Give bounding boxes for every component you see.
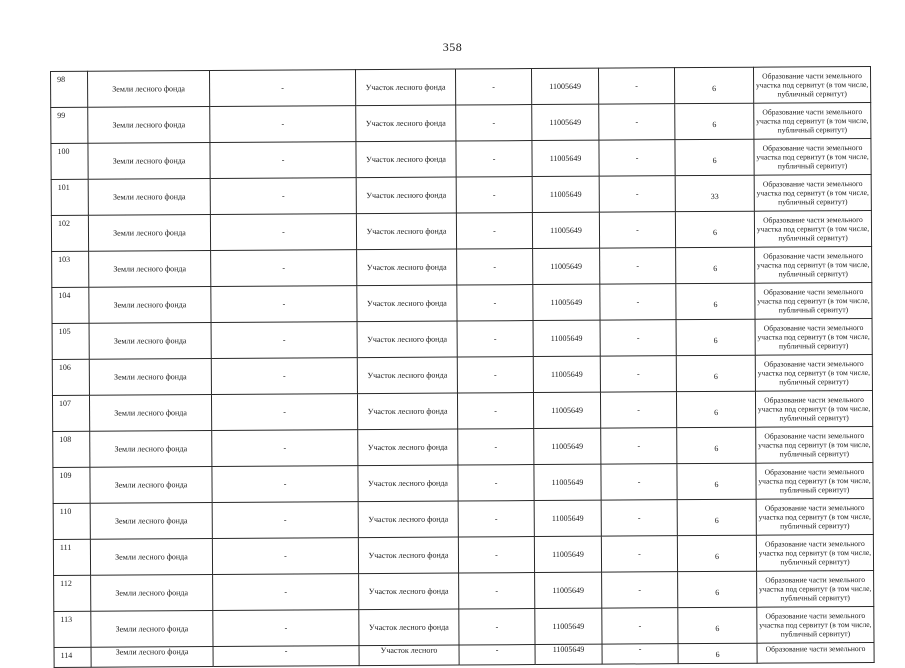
parcel-type: Участок лесного фонда (356, 141, 456, 178)
empty-cell: - (210, 106, 356, 143)
land-category: Земли лесного фонда (91, 611, 213, 648)
land-category: Земли лесного фонда (89, 359, 211, 396)
area-value: 6 (676, 319, 755, 355)
table-row (52, 246, 872, 287)
purpose-text: Образование части земельного участка под сервитут (в том числе, публичный сервитут) (754, 210, 871, 247)
land-category: Земли лесного фонда (90, 431, 212, 468)
parcel-type: Участок лесного фонда (356, 213, 456, 250)
table-row (51, 66, 871, 107)
cadastral-code: 11005649 (531, 68, 598, 104)
empty-cell: - (459, 573, 535, 609)
parcel-type: Участок лесного фонда (356, 105, 456, 142)
cadastral-code: 11005649 (533, 248, 600, 284)
table-row (52, 282, 872, 323)
table-row (53, 426, 873, 467)
parcel-type: Участок лесного фонда (357, 321, 457, 358)
land-category: Земли лесного фонда (88, 107, 210, 144)
empty-cell: - (210, 142, 356, 179)
empty-cell: - (457, 285, 533, 321)
land-category: Земли лесного фонда (88, 71, 210, 108)
row-number: 111 (53, 539, 90, 575)
empty-cell: - (455, 69, 531, 105)
land-category: Земли лесного фонда (91, 647, 213, 668)
empty-cell: - (456, 105, 532, 141)
empty-cell: - (601, 464, 677, 500)
table-row (52, 318, 872, 359)
table-row (54, 606, 874, 647)
purpose-text: Образование части земельного участка под сервитут (в том числе, публичный сервитут) (755, 246, 872, 283)
table-row (52, 354, 872, 395)
area-value: 6 (677, 499, 756, 535)
empty-cell: - (213, 646, 359, 667)
parcel-type: Участок лесного фонда (355, 69, 455, 106)
parcel-table-wrapper (50, 66, 875, 668)
area-value: 6 (675, 103, 754, 139)
empty-cell: - (599, 212, 675, 248)
empty-cell: - (211, 394, 357, 431)
empty-cell: - (211, 358, 357, 395)
cadastral-code: 11005649 (532, 140, 599, 176)
land-category: Земли лесного фонда (90, 539, 212, 576)
parcel-type: Участок лесного фонда (358, 501, 458, 538)
purpose-text: Образование части земельного участка под сервитут (в том числе, публичный сервитут) (755, 390, 872, 427)
cadastral-code: 11005649 (533, 284, 600, 320)
row-number: 99 (51, 107, 88, 143)
empty-cell: - (600, 248, 676, 284)
table-row (54, 570, 874, 611)
empty-cell: - (457, 357, 533, 393)
area-value: 6 (677, 463, 756, 499)
empty-cell: - (599, 176, 675, 212)
purpose-text: Образование части земельного участка под сервитут (в том числе, публичный сервитут) (756, 462, 873, 499)
table-row (51, 174, 871, 215)
cadastral-code: 11005649 (535, 572, 602, 608)
purpose-text: Образование части земельного участка под сервитут (в том числе, публичный сервитут) (756, 498, 873, 535)
cadastral-code: 11005649 (534, 536, 601, 572)
cadastral-code: 11005649 (532, 176, 599, 212)
table-row (54, 642, 874, 667)
table-body (51, 66, 875, 667)
row-number: 106 (52, 359, 89, 395)
empty-cell: - (459, 609, 535, 645)
row-number: 110 (53, 503, 90, 539)
cadastral-code: 11005649 (535, 644, 602, 664)
empty-cell: - (600, 320, 676, 356)
empty-cell: - (599, 140, 675, 176)
purpose-text: Образование части земельного участка под сервитут (в том числе, публичный сервитут) (756, 426, 873, 463)
empty-cell: - (210, 214, 356, 251)
empty-cell: - (212, 538, 358, 575)
area-value: 6 (676, 283, 755, 319)
area-value: 6 (677, 535, 756, 571)
empty-cell: - (456, 213, 532, 249)
cadastral-code: 11005649 (532, 104, 599, 140)
empty-cell: - (459, 645, 535, 665)
row-number: 109 (53, 467, 90, 503)
area-value: 6 (674, 67, 753, 103)
purpose-text: Образование части земельного участка под сервитут (в том числе, публичный сервитут) (754, 102, 871, 139)
table-row (53, 498, 873, 539)
purpose-text: Образование части земельного участка под сервитут (в том числе, публичный сервитут) (756, 534, 873, 571)
land-category: Земли лесного фонда (90, 467, 212, 504)
land-category: Земли лесного фонда (89, 395, 211, 432)
parcel-type: Участок лесного фонда (357, 357, 457, 394)
row-number: 113 (54, 611, 91, 647)
purpose-text: Образование части земельного (757, 642, 874, 663)
area-value: 6 (678, 571, 757, 607)
row-number: 114 (54, 647, 91, 667)
empty-cell: - (601, 500, 677, 536)
page-number: 358 (442, 40, 463, 54)
empty-cell: - (458, 501, 534, 537)
empty-cell: - (458, 465, 534, 501)
empty-cell: - (602, 608, 678, 644)
parcel-type: Участок лесного (359, 645, 459, 666)
cadastral-code: 11005649 (533, 320, 600, 356)
land-category: Земли лесного фонда (88, 143, 210, 180)
area-value: 6 (676, 355, 755, 391)
purpose-text: Образование части земельного участка под сервитут (в том числе, публичный сервитут) (754, 174, 871, 211)
cadastral-code: 11005649 (533, 392, 600, 428)
parcel-type: Участок лесного фонда (358, 429, 458, 466)
empty-cell: - (601, 536, 677, 572)
row-number: 107 (52, 395, 89, 431)
parcel-type: Участок лесного фонда (357, 393, 457, 430)
table-row (53, 462, 873, 503)
parcel-type: Участок лесного фонда (357, 249, 457, 286)
row-number: 112 (54, 575, 91, 611)
row-number: 103 (52, 251, 89, 287)
area-value: 6 (675, 211, 754, 247)
empty-cell: - (212, 466, 358, 503)
purpose-text: Образование части земельного участка под сервитут (в том числе, публичный сервитут) (757, 606, 874, 643)
empty-cell: - (600, 392, 676, 428)
empty-cell: - (211, 250, 357, 287)
purpose-text: Образование части земельного участка под сервитут (в том числе, публичный сервитут) (754, 138, 871, 175)
row-number: 102 (51, 215, 88, 251)
empty-cell: - (211, 286, 357, 323)
land-category: Земли лесного фонда (88, 215, 210, 252)
area-value: 6 (678, 643, 757, 663)
row-number: 105 (52, 323, 89, 359)
parcel-type: Участок лесного фонда (359, 573, 459, 610)
row-number: 104 (52, 287, 89, 323)
empty-cell: - (602, 644, 678, 664)
area-value: 6 (675, 139, 754, 175)
cadastral-code: 11005649 (534, 500, 601, 536)
cadastral-code: 11005649 (534, 428, 601, 464)
land-category: Земли лесного фонда (88, 179, 210, 216)
land-category: Земли лесного фонда (91, 575, 213, 612)
empty-cell: - (210, 70, 356, 107)
empty-cell: - (458, 429, 534, 465)
area-value: 33 (675, 175, 754, 211)
cadastral-code: 11005649 (532, 212, 599, 248)
empty-cell: - (213, 610, 359, 647)
table-row (52, 390, 872, 431)
land-category: Земли лесного фонда (89, 287, 211, 324)
parcel-table (50, 66, 875, 668)
area-value: 6 (676, 391, 755, 427)
purpose-text: Образование части земельного участка под сервитут (в том числе, публичный сервитут) (755, 354, 872, 391)
row-number: 108 (53, 431, 90, 467)
empty-cell: - (212, 430, 358, 467)
purpose-text: Образование части земельного участка под сервитут (в том числе, публичный сервитут) (757, 570, 874, 607)
table-row (53, 534, 873, 575)
land-category: Земли лесного фонда (89, 323, 211, 360)
empty-cell: - (599, 104, 675, 140)
empty-cell: - (600, 356, 676, 392)
table-row (51, 102, 871, 143)
purpose-text: Образование части земельного участка под сервитут (в том числе, публичный сервитут) (755, 318, 872, 355)
parcel-type: Участок лесного фонда (358, 465, 458, 502)
area-value: 6 (678, 607, 757, 643)
empty-cell: - (457, 393, 533, 429)
parcel-type: Участок лесного фонда (358, 537, 458, 574)
empty-cell: - (456, 141, 532, 177)
empty-cell: - (213, 574, 359, 611)
land-category: Земли лесного фонда (89, 251, 211, 288)
cadastral-code: 11005649 (534, 464, 601, 500)
table-row (51, 138, 871, 179)
parcel-type: Участок лесного фонда (357, 285, 457, 322)
empty-cell: - (457, 321, 533, 357)
row-number: 101 (51, 179, 88, 215)
empty-cell: - (456, 177, 532, 213)
area-value: 6 (676, 247, 755, 283)
cadastral-code: 11005649 (535, 608, 602, 644)
cadastral-code: 11005649 (533, 356, 600, 392)
empty-cell: - (600, 284, 676, 320)
row-number: 100 (51, 143, 88, 179)
empty-cell: - (211, 322, 357, 359)
purpose-text: Образование части земельного участка под сервитут (в том числе, публичный сервитут) (753, 66, 870, 103)
area-value: 6 (677, 427, 756, 463)
table-row (51, 210, 871, 251)
empty-cell: - (602, 572, 678, 608)
row-number: 98 (51, 71, 88, 107)
empty-cell: - (210, 178, 356, 215)
empty-cell: - (458, 537, 534, 573)
empty-cell: - (212, 502, 358, 539)
parcel-type: Участок лесного фонда (359, 609, 459, 646)
empty-cell: - (457, 249, 533, 285)
empty-cell: - (601, 428, 677, 464)
land-category: Земли лесного фонда (90, 503, 212, 540)
purpose-text: Образование части земельного участка под сервитут (в том числе, публичный сервитут) (755, 282, 872, 319)
parcel-type: Участок лесного фонда (356, 177, 456, 214)
empty-cell: - (598, 68, 674, 104)
